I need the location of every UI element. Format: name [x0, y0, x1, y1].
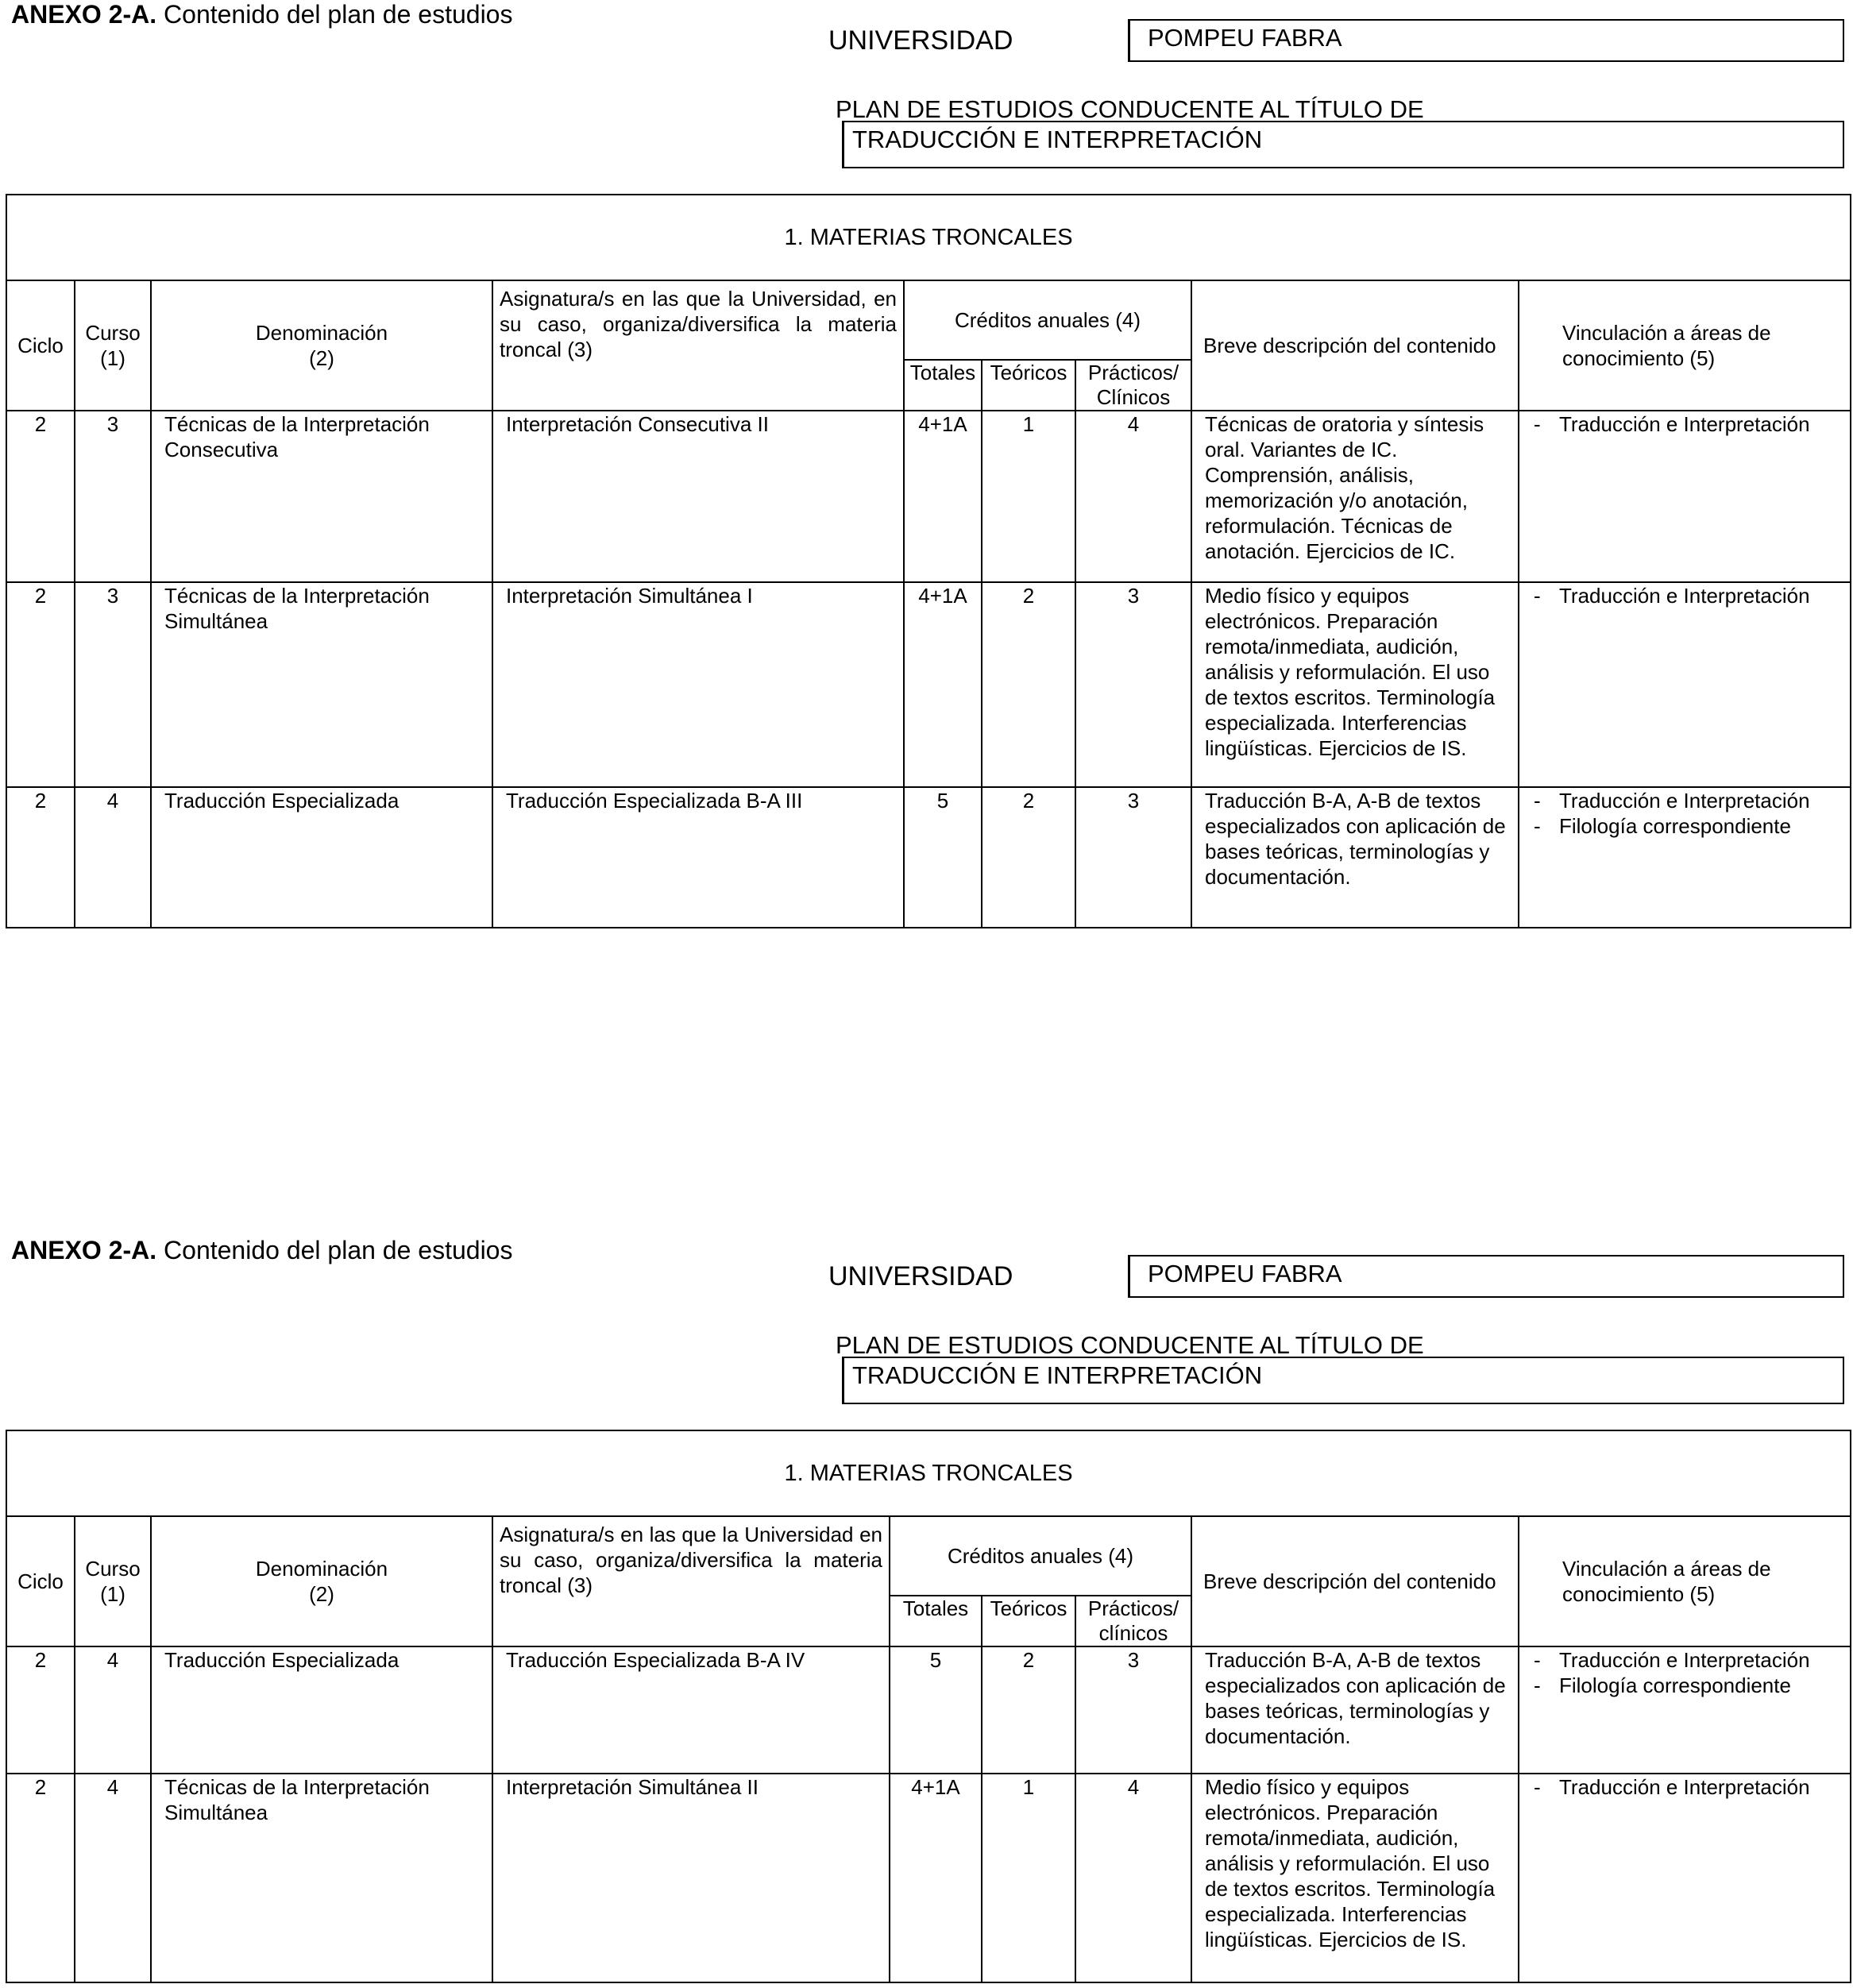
cell-asignatura: Interpretación Simultánea II: [492, 1774, 890, 1982]
annex-heading: [11, 1236, 512, 1265]
plan-label: PLAN DE ESTUDIOS CONDUCENTE AL TÍTULO DE: [836, 95, 1424, 123]
cell-practicos: 3: [1075, 582, 1191, 787]
header-practicos: Prácticos/ clínicos: [1075, 1596, 1191, 1646]
materias-table: [6, 1430, 1851, 1983]
header-ciclo: Ciclo: [6, 1516, 75, 1646]
area-item: - Traducción e Interpretación: [1534, 1775, 1810, 1799]
area-item: - Filología correspondiente: [1534, 814, 1791, 838]
cell-denominacion: Técnicas de la Interpretación Simultánea: [151, 582, 492, 787]
header-creditos: Créditos anuales (4): [890, 1516, 1191, 1596]
cell-totales: 5: [904, 787, 982, 928]
section-title: 1. MATERIAS TRONCALES: [6, 195, 1851, 280]
degree-field: [842, 121, 1844, 168]
university-label: UNIVERSIDAD: [828, 25, 1013, 56]
section-title: 1. MATERIAS TRONCALES: [6, 1430, 1851, 1516]
cell-descripcion: Traducción B-A, A-B de textos especializados con aplicación de bases teóricas, terminologías y documentación.: [1191, 787, 1519, 928]
plan-label: PLAN DE ESTUDIOS CONDUCENTE AL TÍTULO DE: [836, 1331, 1424, 1359]
cell-asignatura: Traducción Especializada B-A IV: [492, 1646, 890, 1774]
header-practicos: Prácticos/ Clínicos: [1075, 360, 1191, 411]
cell-teoricos: 2: [982, 1646, 1075, 1774]
university-value: POMPEU FABRA: [1148, 1260, 1342, 1287]
cell-curso: 4: [75, 787, 151, 928]
cell-ciclo: 2: [6, 1774, 75, 1982]
cell-teoricos: 2: [982, 582, 1075, 787]
header-ciclo: Ciclo: [6, 280, 75, 411]
table-row: [6, 1774, 1851, 1982]
cell-curso: 3: [75, 582, 151, 787]
header-denominacion: Denominación (2): [151, 280, 492, 411]
cell-descripcion: Medio físico y equipos electrónicos. Preparación remota/inmediata, audición, análisis y reformulación. El uso de textos escritos. Terminología especializada. Interferencias lingüísticas. Ejercicios de IS.: [1191, 582, 1519, 787]
header-breve: Breve descripción del contenido: [1191, 1516, 1519, 1646]
cell-totales: 4+1A: [890, 1774, 982, 1982]
header-totales: Totales: [890, 1596, 982, 1646]
cell-teoricos: 2: [982, 787, 1075, 928]
cell-descripcion: Traducción B-A, A-B de textos especializados con aplicación de bases teóricas, terminologías y documentación.: [1191, 1646, 1519, 1774]
cell-areas: [1519, 1646, 1851, 1774]
cell-asignatura: Traducción Especializada B-A III: [492, 787, 904, 928]
cell-areas: [1519, 1774, 1851, 1982]
cell-totales: 4+1A: [904, 582, 982, 787]
cell-totales: 5: [890, 1646, 982, 1774]
cell-totales: 4+1A: [904, 411, 982, 582]
cell-areas: [1519, 787, 1851, 928]
cell-practicos: 3: [1075, 1646, 1191, 1774]
cell-descripcion: Técnicas de oratoria y síntesis oral. Variantes de IC. Comprensión, análisis, memorización y/o anotación, reformulación. Técnicas de anotación. Ejercicios de IC.: [1191, 411, 1519, 582]
header-teoricos: Teóricos: [982, 360, 1075, 411]
table-row: [6, 1646, 1851, 1774]
area-item: - Traducción e Interpretación: [1534, 1648, 1810, 1672]
area-item: - Traducción e Interpretación: [1534, 584, 1810, 608]
cell-descripcion: Medio físico y equipos electrónicos. Preparación remota/inmediata, audición, análisis y reformulación. El uso de textos escritos. Terminología especializada. Interferencias lingüísticas. Ejercicios de IS.: [1191, 1774, 1519, 1982]
cell-practicos: 3: [1075, 787, 1191, 928]
header-creditos: Créditos anuales (4): [904, 280, 1191, 360]
cell-ciclo: 2: [6, 787, 75, 928]
header-denominacion: Denominación (2): [151, 1516, 492, 1646]
cell-areas: [1519, 582, 1851, 787]
university-field: [1128, 1255, 1844, 1298]
cell-denominacion: Traducción Especializada: [151, 787, 492, 928]
cell-asignatura: Interpretación Simultánea I: [492, 582, 904, 787]
degree-field: [842, 1357, 1844, 1404]
table-row: [6, 582, 1851, 787]
university-label: UNIVERSIDAD: [828, 1261, 1013, 1291]
header-vinculacion: Vinculación a áreas de conocimiento (5): [1519, 280, 1851, 411]
annex-label: ANEXO 2-A.: [11, 0, 157, 29]
materias-table: [6, 194, 1851, 928]
cell-denominacion: Técnicas de la Interpretación Consecutiva: [151, 411, 492, 582]
header-asignatura: Asignatura/s en las que la Universidad en su caso, organiza/diversifica la materia troncal (3): [492, 1516, 890, 1646]
header-teoricos: Teóricos: [982, 1596, 1075, 1646]
cell-practicos: 4: [1075, 411, 1191, 582]
header-vinculacion: Vinculación a áreas de conocimiento (5): [1519, 1516, 1851, 1646]
annex-title: Contenido del plan de estudios: [156, 1236, 513, 1264]
cell-teoricos: 1: [982, 1774, 1075, 1982]
cell-denominacion: Traducción Especializada: [151, 1646, 492, 1774]
area-item: - Filología correspondiente: [1534, 1673, 1791, 1697]
degree-value: TRADUCCIÓN E INTERPRETACIÓN: [852, 1361, 1263, 1389]
header-breve: Breve descripción del contenido: [1191, 280, 1519, 411]
cell-curso: 4: [75, 1646, 151, 1774]
cell-areas: [1519, 411, 1851, 582]
annex-heading: [11, 0, 512, 29]
university-field: [1128, 19, 1844, 62]
degree-value: TRADUCCIÓN E INTERPRETACIÓN: [852, 125, 1263, 153]
header-asignatura: Asignatura/s en las que la Universidad, en su caso, organiza/diversifica la materia troncal (3): [492, 280, 904, 411]
cell-ciclo: 2: [6, 1646, 75, 1774]
cell-curso: 3: [75, 411, 151, 582]
cell-practicos: 4: [1075, 1774, 1191, 1982]
cell-asignatura: Interpretación Consecutiva II: [492, 411, 904, 582]
cell-denominacion: Técnicas de la Interpretación Simultánea: [151, 1774, 492, 1982]
cell-ciclo: 2: [6, 582, 75, 787]
header-totales: Totales: [904, 360, 982, 411]
area-item: - Traducción e Interpretación: [1534, 789, 1810, 813]
cell-curso: 4: [75, 1774, 151, 1982]
header-curso: Curso (1): [75, 280, 151, 411]
table-row: [6, 787, 1851, 928]
university-value: POMPEU FABRA: [1148, 24, 1342, 52]
annex-label: ANEXO 2-A.: [11, 1236, 157, 1264]
table-row: [6, 411, 1851, 582]
area-item: - Traducción e Interpretación: [1534, 412, 1810, 436]
cell-ciclo: 2: [6, 411, 75, 582]
annex-title: Contenido del plan de estudios: [156, 0, 513, 29]
cell-teoricos: 1: [982, 411, 1075, 582]
header-curso: Curso (1): [75, 1516, 151, 1646]
